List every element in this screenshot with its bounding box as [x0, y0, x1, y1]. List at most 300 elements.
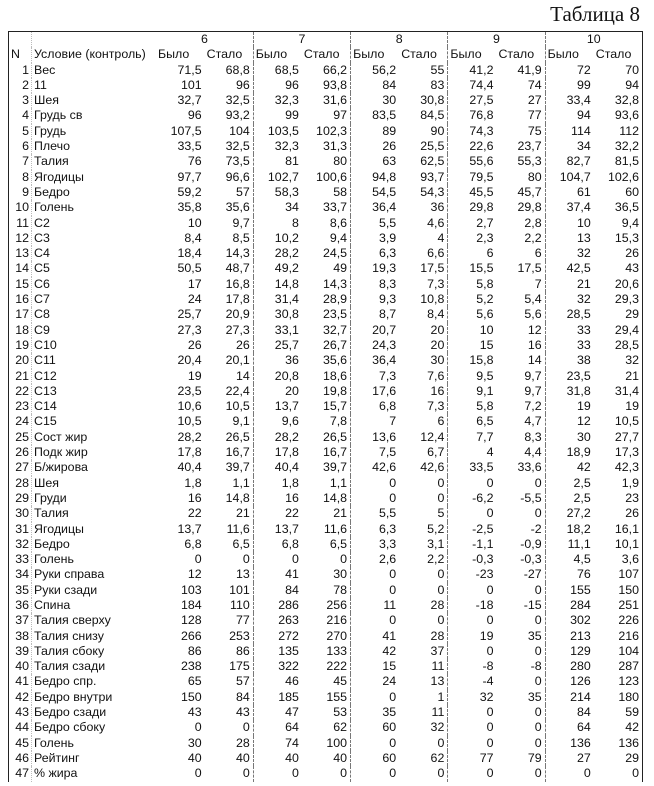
- after-value: 10,1: [594, 537, 643, 552]
- table-row: [9, 353, 643, 368]
- before-value: 8: [253, 216, 302, 231]
- after-value: -0,3: [496, 552, 545, 567]
- row-number: 5: [9, 124, 32, 139]
- before-value: 184: [156, 598, 205, 613]
- after-value: 28: [205, 736, 254, 751]
- after-value: 55: [399, 63, 448, 78]
- before-value: 6: [448, 246, 497, 261]
- before-value: -4: [448, 674, 497, 689]
- condition-name: % жира: [32, 766, 157, 781]
- before-value: 19: [156, 369, 205, 384]
- after-value: 49: [302, 261, 351, 276]
- after-value: 270: [302, 629, 351, 644]
- after-value: 26: [594, 506, 643, 521]
- before-value: 32,7: [156, 93, 205, 108]
- before-value: 68,5: [253, 63, 302, 78]
- after-value: 0: [302, 552, 351, 567]
- before-value: 17: [156, 277, 205, 292]
- row-number: 10: [9, 200, 32, 215]
- after-header: Стало: [205, 47, 254, 62]
- table-row: [9, 261, 643, 276]
- table-row: [9, 63, 643, 78]
- row-number: 4: [9, 108, 32, 123]
- before-value: 42: [545, 460, 594, 475]
- after-value: 6,6: [399, 246, 448, 261]
- after-value: 26,7: [302, 338, 351, 353]
- after-value: 4,4: [496, 445, 545, 460]
- condition-name: Талия сбоку: [32, 644, 157, 659]
- before-value: 42,6: [351, 460, 400, 475]
- before-value: 94: [545, 108, 594, 123]
- before-value: 10,6: [156, 399, 205, 414]
- before-value: 89: [351, 124, 400, 139]
- after-value: 14,3: [205, 246, 254, 261]
- before-value: 185: [253, 690, 302, 705]
- after-value: 39,7: [302, 460, 351, 475]
- before-value: 9,6: [253, 414, 302, 429]
- after-value: 12,4: [399, 430, 448, 445]
- after-value: 0: [399, 736, 448, 751]
- after-value: 11: [399, 659, 448, 674]
- after-value: 86: [205, 644, 254, 659]
- after-value: 8,3: [496, 430, 545, 445]
- after-value: 0: [496, 705, 545, 720]
- after-value: 27,7: [594, 430, 643, 445]
- before-value: 81: [253, 154, 302, 169]
- before-value: 6,3: [351, 246, 400, 261]
- table-row: [9, 476, 643, 491]
- row-number: 45: [9, 736, 32, 751]
- before-value: 126: [545, 674, 594, 689]
- before-value: 114: [545, 124, 594, 139]
- before-value: 33: [545, 323, 594, 338]
- condition-name: Голень: [32, 736, 157, 751]
- before-value: 41: [253, 567, 302, 582]
- before-value: 37,4: [545, 200, 594, 215]
- after-value: 35,6: [302, 353, 351, 368]
- group-header-7: 7: [253, 32, 350, 47]
- before-value: 20,4: [156, 353, 205, 368]
- after-value: 62: [302, 720, 351, 735]
- before-value: 36,4: [351, 353, 400, 368]
- before-value: 99: [253, 108, 302, 123]
- before-value: 136: [545, 736, 594, 751]
- after-value: 18,6: [302, 369, 351, 384]
- after-value: 14,3: [302, 277, 351, 292]
- after-value: 96,6: [205, 170, 254, 185]
- condition-name: Талия сверху: [32, 613, 157, 628]
- before-value: 5,5: [351, 506, 400, 521]
- after-value: 102,6: [594, 170, 643, 185]
- after-value: 216: [302, 613, 351, 628]
- before-value: 7,7: [448, 430, 497, 445]
- after-value: 6: [399, 414, 448, 429]
- before-value: 33,5: [448, 460, 497, 475]
- measurements-table-container: [8, 31, 643, 782]
- after-value: 3,1: [399, 537, 448, 552]
- after-value: 0: [205, 766, 254, 781]
- after-value: 26: [205, 338, 254, 353]
- row-number: 46: [9, 751, 32, 766]
- after-value: 31,6: [302, 93, 351, 108]
- after-value: 62: [399, 751, 448, 766]
- after-value: 29,4: [594, 323, 643, 338]
- before-value: 45,5: [448, 185, 497, 200]
- after-value: 0: [205, 552, 254, 567]
- table-row: [9, 522, 643, 537]
- before-value: 5,2: [448, 292, 497, 307]
- table-row: [9, 246, 643, 261]
- row-number: 47: [9, 766, 32, 781]
- before-value: 26: [156, 338, 205, 353]
- before-value: 84: [351, 78, 400, 93]
- after-value: 175: [205, 659, 254, 674]
- after-value: 33,6: [496, 460, 545, 475]
- after-value: 26,5: [205, 430, 254, 445]
- before-value: 15: [351, 659, 400, 674]
- after-value: 78: [302, 583, 351, 598]
- row-number: 25: [9, 430, 32, 445]
- before-value: 65: [156, 674, 205, 689]
- after-value: 93,2: [205, 108, 254, 123]
- after-value: 0: [496, 506, 545, 521]
- before-value: 84: [545, 705, 594, 720]
- after-value: 9,4: [302, 231, 351, 246]
- after-value: 32: [399, 720, 448, 735]
- before-value: 61: [545, 185, 594, 200]
- after-value: 150: [594, 583, 643, 598]
- before-value: 20: [253, 384, 302, 399]
- condition-name: Плечо: [32, 139, 157, 154]
- before-value: 17,6: [351, 384, 400, 399]
- before-value: 5,5: [351, 216, 400, 231]
- after-value: 35,6: [205, 200, 254, 215]
- condition-name: Спина: [32, 598, 157, 613]
- after-value: 11: [399, 705, 448, 720]
- before-value: 97,7: [156, 170, 205, 185]
- condition-name: Б/жирова: [32, 460, 157, 475]
- before-value: 0: [448, 583, 497, 598]
- before-value: 12: [545, 414, 594, 429]
- before-value: 104,7: [545, 170, 594, 185]
- before-value: 63: [351, 154, 400, 169]
- after-value: -2: [496, 522, 545, 537]
- after-header: Стало: [594, 47, 643, 62]
- after-value: 26: [594, 246, 643, 261]
- table-row: [9, 720, 643, 735]
- before-value: 6,8: [253, 537, 302, 552]
- after-value: 287: [594, 659, 643, 674]
- before-value: 22: [253, 506, 302, 521]
- before-value: 24: [351, 674, 400, 689]
- after-value: 70: [594, 63, 643, 78]
- after-value: 80: [302, 154, 351, 169]
- after-value: 8,4: [399, 307, 448, 322]
- before-value: 26: [351, 139, 400, 154]
- after-value: 20,6: [594, 277, 643, 292]
- condition-name: С12: [32, 369, 157, 384]
- table-row: [9, 414, 643, 429]
- after-value: 45: [302, 674, 351, 689]
- before-value: 0: [156, 766, 205, 781]
- before-value: 32,3: [253, 93, 302, 108]
- before-value: 13,7: [253, 399, 302, 414]
- after-value: 83: [399, 78, 448, 93]
- after-value: 7,8: [302, 414, 351, 429]
- before-value: -8: [448, 659, 497, 674]
- after-value: 6: [496, 246, 545, 261]
- before-value: 54,5: [351, 185, 400, 200]
- row-number: 21: [9, 369, 32, 384]
- condition-name: Грудь св: [32, 108, 157, 123]
- after-value: 39,7: [205, 460, 254, 475]
- after-value: 28: [399, 598, 448, 613]
- after-value: 21: [594, 369, 643, 384]
- before-value: 7,3: [351, 369, 400, 384]
- before-value: 47: [253, 705, 302, 720]
- after-value: -8: [496, 659, 545, 674]
- after-value: -27: [496, 567, 545, 582]
- table-row: [9, 613, 643, 628]
- after-value: 0: [399, 476, 448, 491]
- after-value: 96: [205, 78, 254, 93]
- condition-name: С6: [32, 277, 157, 292]
- after-value: 5,2: [399, 522, 448, 537]
- before-value: 9,3: [351, 292, 400, 307]
- column-header-row: [9, 47, 643, 62]
- condition-name: Бедро: [32, 537, 157, 552]
- before-header: Было: [253, 47, 302, 62]
- before-value: 272: [253, 629, 302, 644]
- table-row: [9, 277, 643, 292]
- after-value: 33,7: [302, 200, 351, 215]
- before-value: 74,3: [448, 124, 497, 139]
- before-value: 33,5: [156, 139, 205, 154]
- after-value: 133: [302, 644, 351, 659]
- after-value: 42: [594, 720, 643, 735]
- after-value: 5,4: [496, 292, 545, 307]
- before-value: -2,5: [448, 522, 497, 537]
- after-value: 16,8: [205, 277, 254, 292]
- after-value: 0: [496, 583, 545, 598]
- before-value: 6,5: [448, 414, 497, 429]
- before-value: 0: [448, 766, 497, 781]
- before-value: -1,1: [448, 537, 497, 552]
- before-value: 29,8: [448, 200, 497, 215]
- after-value: 29: [594, 307, 643, 322]
- after-value: 2,8: [496, 216, 545, 231]
- before-value: 15: [448, 338, 497, 353]
- table-row: [9, 323, 643, 338]
- before-value: 0: [351, 766, 400, 781]
- before-value: 20,7: [351, 323, 400, 338]
- table-caption: Таблица 8: [550, 2, 640, 27]
- before-value: 322: [253, 659, 302, 674]
- before-value: -6,2: [448, 491, 497, 506]
- after-value: 29: [594, 751, 643, 766]
- table-row: [9, 216, 643, 231]
- after-value: 9,7: [496, 384, 545, 399]
- condition-name: Рейтинг: [32, 751, 157, 766]
- after-value: 6,5: [205, 537, 254, 552]
- before-value: 8,4: [156, 231, 205, 246]
- before-value: 33: [545, 338, 594, 353]
- table-row: [9, 583, 643, 598]
- row-number: 31: [9, 522, 32, 537]
- after-value: 9,4: [594, 216, 643, 231]
- before-value: 76,8: [448, 108, 497, 123]
- after-value: 31,3: [302, 139, 351, 154]
- table-row: [9, 598, 643, 613]
- table-row: [9, 231, 643, 246]
- condition-name: С10: [32, 338, 157, 353]
- before-value: 74,4: [448, 78, 497, 93]
- before-value: 0: [351, 583, 400, 598]
- table-row: [9, 629, 643, 644]
- after-value: 93,7: [399, 170, 448, 185]
- after-value: 136: [594, 736, 643, 751]
- row-number: 24: [9, 414, 32, 429]
- before-value: 6,8: [156, 537, 205, 552]
- before-value: 27,5: [448, 93, 497, 108]
- before-value: 55,6: [448, 154, 497, 169]
- before-value: 56,2: [351, 63, 400, 78]
- row-number: 35: [9, 583, 32, 598]
- after-value: 30: [399, 353, 448, 368]
- after-value: 81,5: [594, 154, 643, 169]
- before-value: 96: [156, 108, 205, 123]
- after-value: 57: [205, 185, 254, 200]
- table-row: [9, 491, 643, 506]
- after-value: 11,6: [302, 522, 351, 537]
- before-value: 0: [448, 736, 497, 751]
- after-value: 14,8: [205, 491, 254, 506]
- before-value: 5,8: [448, 277, 497, 292]
- before-value: 49,2: [253, 261, 302, 276]
- after-value: 17,3: [594, 445, 643, 460]
- after-value: 60: [594, 185, 643, 200]
- condition-name: 11: [32, 78, 157, 93]
- after-value: 20,9: [205, 307, 254, 322]
- before-header: Было: [351, 47, 400, 62]
- table-row: [9, 736, 643, 751]
- before-value: 0: [448, 720, 497, 735]
- row-number: 19: [9, 338, 32, 353]
- after-value: 42,6: [399, 460, 448, 475]
- row-number: 15: [9, 277, 32, 292]
- condition-name: Талия: [32, 506, 157, 521]
- before-value: 86: [156, 644, 205, 659]
- row-number: 28: [9, 476, 32, 491]
- row-number: 41: [9, 674, 32, 689]
- before-value: 18,4: [156, 246, 205, 261]
- before-value: 27: [545, 751, 594, 766]
- before-value: 0: [448, 506, 497, 521]
- table-row: [9, 399, 643, 414]
- before-value: 64: [253, 720, 302, 735]
- condition-name: Бедро сзади: [32, 705, 157, 720]
- after-value: 16: [399, 384, 448, 399]
- after-header: Стало: [496, 47, 545, 62]
- before-header: Было: [448, 47, 497, 62]
- before-value: 15,5: [448, 261, 497, 276]
- after-value: 19: [594, 399, 643, 414]
- before-value: 42,5: [545, 261, 594, 276]
- row-number: 40: [9, 659, 32, 674]
- after-value: 104: [594, 644, 643, 659]
- before-value: 0: [448, 613, 497, 628]
- table-row: [9, 139, 643, 154]
- condition-name: С5: [32, 261, 157, 276]
- row-number: 42: [9, 690, 32, 705]
- table-row: [9, 170, 643, 185]
- before-value: 59,2: [156, 185, 205, 200]
- before-value: 103,5: [253, 124, 302, 139]
- before-value: 19: [448, 629, 497, 644]
- row-number: 32: [9, 537, 32, 552]
- table-row: [9, 430, 643, 445]
- before-value: 0: [351, 736, 400, 751]
- table-row: [9, 154, 643, 169]
- after-value: 0: [496, 674, 545, 689]
- after-value: 32,2: [594, 139, 643, 154]
- before-value: 60: [351, 751, 400, 766]
- after-value: 53: [302, 705, 351, 720]
- condition-name: С7: [32, 292, 157, 307]
- row-number: 23: [9, 399, 32, 414]
- after-value: 12: [496, 323, 545, 338]
- before-value: 32: [545, 292, 594, 307]
- before-value: 41,2: [448, 63, 497, 78]
- before-value: 0: [156, 552, 205, 567]
- after-value: 0: [594, 766, 643, 781]
- after-value: 75: [496, 124, 545, 139]
- after-value: 35: [496, 629, 545, 644]
- after-value: 15,7: [302, 399, 351, 414]
- after-value: 100,6: [302, 170, 351, 185]
- before-value: 8,3: [351, 277, 400, 292]
- after-value: 102,3: [302, 124, 351, 139]
- after-value: 0: [496, 736, 545, 751]
- row-number: 26: [9, 445, 32, 460]
- after-value: 42,3: [594, 460, 643, 475]
- after-value: 29,8: [496, 200, 545, 215]
- row-number: 29: [9, 491, 32, 506]
- before-value: 280: [545, 659, 594, 674]
- before-value: 213: [545, 629, 594, 644]
- before-value: 72: [545, 63, 594, 78]
- after-value: 10,5: [205, 399, 254, 414]
- before-value: 32: [448, 690, 497, 705]
- before-value: 214: [545, 690, 594, 705]
- after-value: 74: [496, 78, 545, 93]
- after-value: 84,5: [399, 108, 448, 123]
- condition-name: С15: [32, 414, 157, 429]
- before-value: 16: [156, 491, 205, 506]
- after-value: 28: [399, 629, 448, 644]
- after-value: -15: [496, 598, 545, 613]
- before-value: 0: [448, 644, 497, 659]
- after-value: 15,3: [594, 231, 643, 246]
- after-value: 0: [399, 491, 448, 506]
- after-value: 7: [496, 277, 545, 292]
- condition-name: Бедро сбоку: [32, 720, 157, 735]
- after-value: 22,4: [205, 384, 254, 399]
- before-value: 83,5: [351, 108, 400, 123]
- before-value: 15,8: [448, 353, 497, 368]
- table-row: [9, 338, 643, 353]
- after-value: 62,5: [399, 154, 448, 169]
